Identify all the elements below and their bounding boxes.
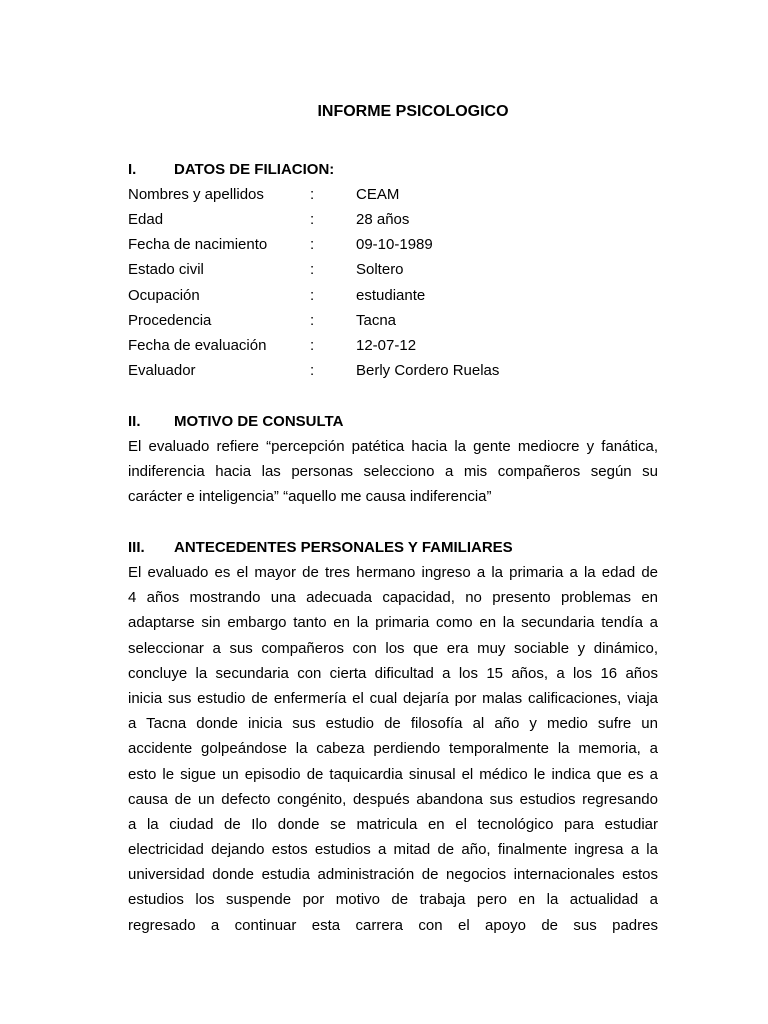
field-row-fecha-nacimiento [128,236,668,258]
field-separator: : [310,211,315,228]
paragraph-line: accidente golpeándose la cabeza perdiendo temporalmente la memoria, a [128,740,658,758]
section-number: II. [128,413,141,430]
field-value: Tacna [356,312,397,329]
paragraph-line: universidad donde estudia administración de negocios internacionales estos [128,866,658,884]
field-value: 12-07-12 [356,337,417,354]
antecedentes-paragraph [128,560,658,938]
field-label: Nombres y apellidos [128,186,264,203]
paragraph-line: 4 años mostrando una adecuada capacidad, no presento problemas en [128,589,658,607]
field-row-ocupacion [128,287,668,309]
field-separator: : [310,236,315,253]
field-row-nombres [128,186,668,208]
motivo-paragraph [128,434,658,510]
field-row-evaluador [128,362,668,384]
paragraph-line: indiferencia hacia las personas selecciono a mis compañeros según su [128,463,658,481]
section-title: ANTECEDENTES PERSONALES Y FAMILIARES [174,539,513,556]
field-value: Berly Cordero Ruelas [356,362,500,379]
paragraph-line: El evaluado refiere “percepción patética hacia la gente mediocre y fanática, [128,438,658,455]
paragraph-line: estudios los suspende por motivo de trabaja pero en la actualidad a [128,891,658,909]
field-label: Fecha de evaluación [128,337,267,354]
paragraph-line: esto le sigue un episodio de taquicardia sinusal el médico le indica que es a [128,765,658,783]
section-number: III. [128,539,145,556]
paragraph-line: inicia sus estudio de enfermería el cual dejaría por malas calificaciones, viaja [128,689,658,707]
field-row-procedencia [128,312,668,334]
field-value: estudiante [356,287,426,304]
paragraph-line: causa de un defecto congénito, después abandona sus estudios regresando [128,790,658,808]
paragraph-line: seleccionar a sus compañeros con los que era muy sociable y dinámico, [128,639,658,657]
field-separator: : [310,186,315,203]
field-row-fecha-evaluacion [128,337,668,359]
field-row-edad [128,211,668,233]
paragraph-line: a Tacna donde inicia sus estudio de filosofía al año y medio sufre un [128,715,658,733]
field-value: CEAM [356,186,400,203]
field-separator: : [310,312,315,329]
field-separator: : [310,287,315,304]
field-label: Evaluador [128,362,196,379]
document-title: INFORME PSICOLOGICO [317,103,509,120]
field-label: Fecha de nacimiento [128,236,268,253]
field-label: Procedencia [128,312,212,329]
field-value: Soltero [356,261,404,278]
section-number: I. [128,161,137,178]
field-value: 28 años [356,211,410,228]
paragraph-line: El evaluado es el mayor de tres hermano ingreso a la primaria a la edad de [128,564,658,581]
paragraph-line: regresado a continuar esta carrera con el apoyo de sus padres [128,916,658,934]
field-label: Estado civil [128,261,204,278]
paragraph-line: electricidad dejando estos estudios a mitad de año, finalmente ingresa a la [128,841,658,859]
field-row-estado-civil [128,261,668,283]
field-separator: : [310,362,315,379]
section-title: DATOS DE FILIACION: [174,161,335,178]
field-separator: : [310,261,315,278]
field-label: Ocupación [128,287,200,304]
paragraph-line: concluye la secundaria con cierta dificultad a los 15 años, a los 16 años [128,664,658,682]
field-value: 09-10-1989 [356,236,433,253]
paragraph-line: a la ciudad de Ilo donde se matricula en el tecnológico para estudiar [128,815,658,833]
paragraph-line: adaptarse sin embargo tanto en la primaria como en la secundaria tendía a [128,614,658,632]
field-label: Edad [128,211,164,228]
section-title: MOTIVO DE CONSULTA [174,413,344,430]
paragraph-line: carácter e inteligencia” “aquello me causa indiferencia” [128,488,492,506]
field-separator: : [310,337,315,354]
